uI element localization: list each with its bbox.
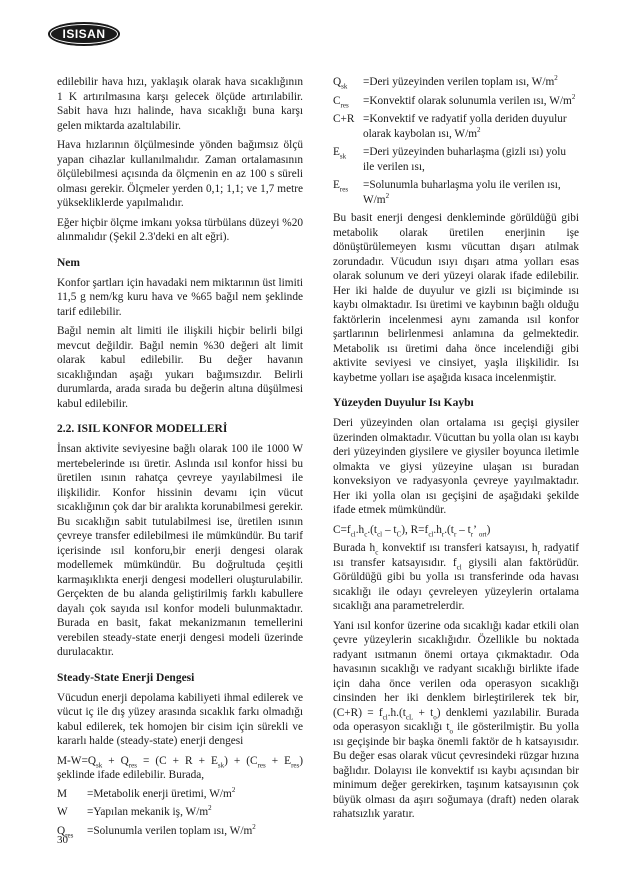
definition-item: $Q_{res}$ =Solunumla verilen toplam ısı, $W/m^2$ <box>57 822 256 839</box>
right-column <box>333 75 579 827</box>
paragraph: Burada $h_c$ konvektif ısı transferi katsayısı, $h_r$ radyatif ısı transfer katsayısıdır. $f_{cl}$ giysili alan faktörüdür. Görüldüğü gibi bu yolla ısı transferinde oda havası sıcaklığı ile odayı çevreleyen yüzeylerin ortalama sıcaklığı ana parametrelerdir. <box>333 542 579 612</box>
paragraph: Hava hızlarının ölçülmesinde yönden bağımsız ölçü yapan cihazlar kullanılmalıdır. Zaman ortalamasının ölçülebilmesi açısında da ölçmenin en az 100 s süreli olması gerekir. Ölçmeler yerden 0,1; 1,1; ve 1,7 metre yüksekliklerde yapılmalıdır. <box>57 139 303 209</box>
left-column <box>57 75 303 842</box>
heading-nem: Nem <box>57 256 80 269</box>
definition-item: M =Metabolik enerji üretimi, $W/m^2$ <box>57 785 236 800</box>
definition-item: $Q_{sk}$ =Deri yüzeyinden verilen toplam ısı, $W/m^2$ <box>333 74 558 91</box>
definition-item: $E_{res}$ =Solunumla buharlaşma yolu ile verilen ısı, $W/m^2$ <box>333 179 561 206</box>
definition-item: $E_{sk}$ =Deri yüzeyinden buharlaşma (gizli ısı) yolu ile verilen ısı, <box>333 146 567 173</box>
paragraph: Konfor şartları için havadaki nem miktarının üst limiti 11,5 g nem/kg kuru hava ve %65 bağıl nem şeklinde tarif edilebilir. <box>57 276 303 318</box>
paragraph: Eğer hiçbir ölçme imkanı yoksa türbülans düzeyi %20 alınmalıdır (Şekil 2.3'deki en alt eğri). <box>57 216 303 243</box>
page-number: 30 <box>57 834 68 846</box>
heading-section-2-2: 2.2. ISIL KONFOR MODELLERİ <box>57 423 228 435</box>
definition-item: W =Yapılan mekanik iş, $W/m^2$ <box>57 804 212 818</box>
convection-radiation-equation: $C=f_{cl}.h_c.(t_{cl} - t_C)$, $R=f_{cl}.h_r.(t_r - t_r$’ $_{ort}$) <box>333 523 491 538</box>
paragraph: Deri yüzeyinden olan ortalama ısı geçişi giysiler üzerinden olmaktadır. Vücuttan bu yolla olan ısı kaybı deri yüzeyinden giysilere ve giysiler boyunca iletimle olmakta ve giysi yüzeyine ulaşan ısı buradan konveksiyon ve radyasyonla çevreye yayılmaktadır. Her iki yolla olan ısı geçişini de aşağıdaki şekilde ifade etmek mümkündür. <box>333 417 579 516</box>
paragraph: Vücudun enerji depolama kabiliyeti ihmal edilerek ve vücut iç ile dış yüzey arasında sıcaklık farkı olmadığı kabul edilerek, tek homojen bir cisim için sürekli ve kararlı halde (steady-state) enerji dengesi <box>57 691 303 747</box>
isisan-logo: ISISAN <box>48 22 120 46</box>
heading-yuzeyden-duyulur: Yüzeyden Duyulur Isı Kaybı <box>333 397 474 409</box>
paragraph: Yani ısıl konfor üzerine oda sıcaklığı kadar etkili olan çevre yüzeylerin sıcaklığıdır. Özellikle bu noktada radyant ısıtmanın önemi ortaya çıkmaktadır. Oda havasının sıcaklığı ve radyant sıcaklığı birlikte ifade için daha önce verilen oda operasyon sıcaklığı cinsinden her iki denklem birleştirilerek tek bir, $(C+R) = f_{cl}.h.(t_{cL} + t_o)$ denklemi yazılabilir. Burada oda operasyon sıcaklığı $t_o$ ile gösterilmiştir. Bu yolla ısı geçişinde bir başka önemli faktör de h katsayısıdır. Bu değer esas olarak vücut çevresindeki rüzgar hızına bağlıdır. Dolayısı ile konvektif ısı kaybı açısından bir minimum değer gerekirken, taşınım katsayısının çok büyük olması da aşırı soğumaya (draft) neden olarak rahatsızlık yaratır. <box>333 619 579 820</box>
paragraph: edilebilir hava hızı, yaklaşık olarak hava sıcaklığının 1 K artırılmasına karşı gelecek ölçüde artırılabilir. Sabit hava hızı halinde, hava sıcaklığı buna karşı gelen miktarda azaltılabilir. <box>57 76 303 132</box>
definition-item: C+R =Konvektif ve radyatif yolla deriden duyulur olarak kaybolan ısı, $W/m^2$ <box>333 113 567 140</box>
definition-item: $C_{res}$ =Konvektif olarak solunumla verilen ısı, $W/m^2$ <box>333 92 576 109</box>
paragraph: Bu basit enerji dengesi denkleminde görüldüğü gibi metabolik olarak üretilen enerjinin işe dönüştürülemeyen kısmı vücuttan dışarı atılmak zorundadır. Vücudun ısıyı dışarı atma yolları esas olarak solunum ve deri yüzeyi olarak ifade edilebilir. Her iki halde de duyulur ve gizli ısı biçiminde ısı kaybı olmaktadır. Isı üretimi ve kaybının bağlı olduğu faktörlerin incelenmesi aynı zamanda ısıl konfor şartlarının belirlenmesi anlamına da gelmektedir. Metabolik ısı üretimi daha önce incelendiği gibi aktivite seviyesi ve cinsiyet, yaşla ilişkilidir. Isı kaybetme yolları ise aşağıda kısaca incelenmiştir. <box>333 212 579 384</box>
energy-balance-equation: $M-W=Q_{sk} + Q_{res} = (C + R + E_{sk}) + (C_{res} + E_{res})$ şeklinde ifade edilebilir. Burada, <box>57 754 303 781</box>
paragraph: Bağıl nemin alt limiti ile ilişkili hiçbir belirli bilgi mevcut değildir. Bağıl nemin %30 değeri alt limit olarak kabul edilebilir. Bu değer havanın sıcaklığından aşağı yukarı bağımsızdır. Belirli durumlarda, arada sırada bu değerin altına düşülmesi kabul edilebilir. <box>57 325 303 410</box>
paragraph: İnsan aktivite seviyesine bağlı olarak 100 ile 1000 W mertebelerinde ısı üretir. Aslında ısıl konfor hissi bu üretilen ısının rahatça çevreye yayılabilmesi ile ilişkilidir. Konfor hissinin devamı için vücut sıcaklığının çok dar bir aralıkta korunabilmesi gerekir. Bu sıcaklığın sabit tutulabilmesi ise, üretilen ısının çevreye transfer edilebilmesi ile mümkündür. Bu tarif içerisinde ısıl konforu,bir enerji dengesi olarak modellemek mümkündür. Bu doğrultuda çeşitli karmaşıklıkta enerji dengesi modelleri oluşturulabilir. Gerçekten de bu alanda geliştirilmiş farklı kabullere dayalı çok sayıda ısıl konfor modeli bulunmaktadır. Burada en basit, fakat mekanizmanın temellerini verebilen steady-state enerji dengesi modeli üzerinde durulacaktır. <box>57 443 303 658</box>
heading-steady-state: Steady-State Enerji Dengesi <box>57 671 195 684</box>
